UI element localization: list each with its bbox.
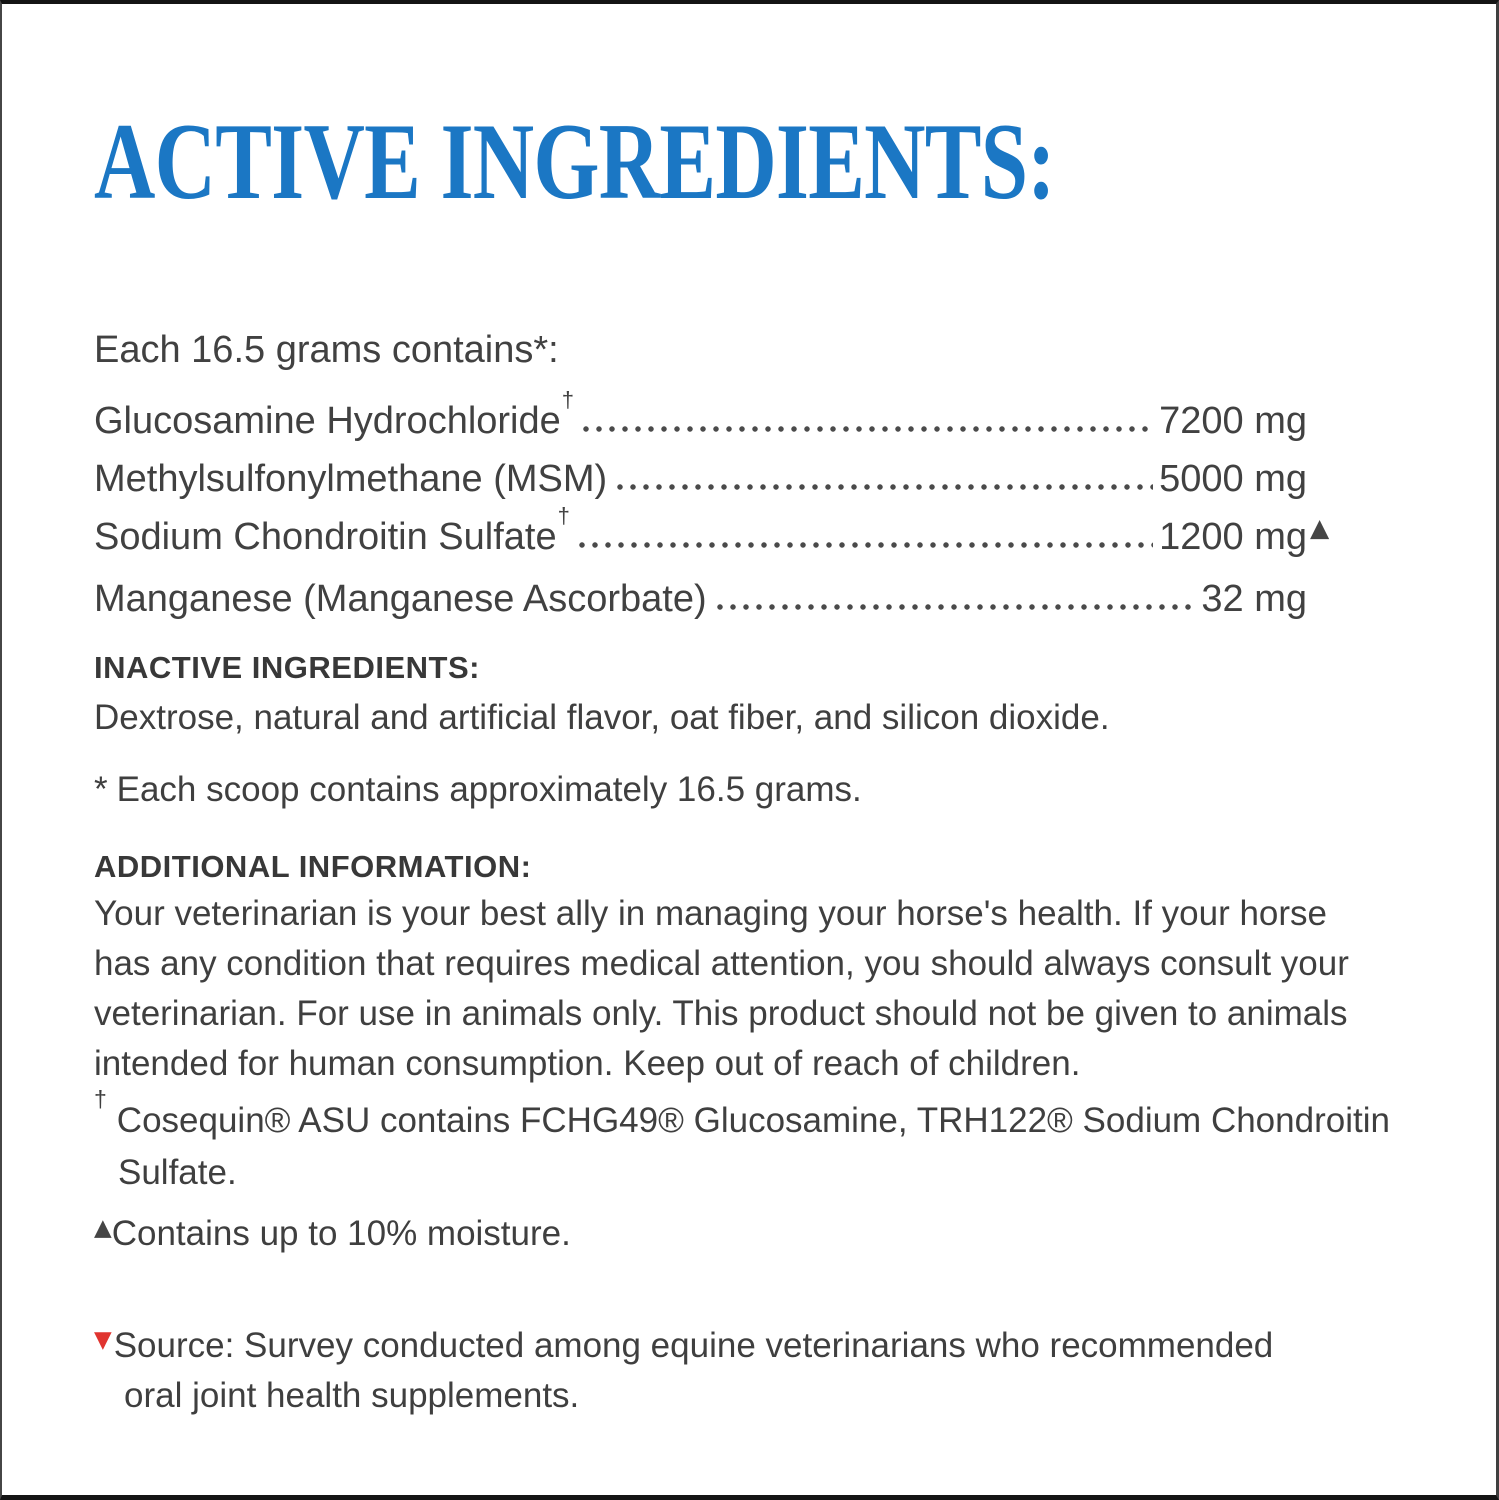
source-footnote (94, 1321, 1401, 1421)
source-footnote-line2: oral joint health supplements. (124, 1376, 580, 1415)
ingredient-name (94, 387, 575, 450)
dagger-footnote-text: Cosequin® ASU contains FCHG49® Glucosamine, TRH122® Sodium Chondroitin (116, 1101, 1390, 1140)
dagger-marker: † (557, 503, 570, 529)
active-ingredients-list (94, 387, 1330, 628)
page-title (94, 100, 1401, 224)
dotted-leader (582, 425, 1153, 433)
triangle-up-marker: ▲ (94, 1215, 112, 1241)
dagger-footnote (94, 1086, 1401, 1199)
ingredient-amount (1159, 392, 1307, 450)
ingredient-name (94, 503, 570, 566)
inactive-ingredients-heading: INACTIVE INGREDIENTS: (94, 650, 480, 685)
source-footnote-text: Source: Survey conducted among equine veterinarians who recommended (113, 1326, 1274, 1365)
dagger-marker (707, 565, 708, 590)
additional-info-line: veterinarian. For use in animals only. This product should not be given to animals (94, 994, 1348, 1033)
source-footnote-line1 (94, 1321, 1401, 1371)
dagger-marker (607, 445, 608, 470)
ingredient-amount: 1200 mg ▲ (1159, 513, 1330, 558)
ingredient-name (94, 570, 708, 628)
serving-size-line: Each 16.5 grams contains*: (94, 329, 559, 371)
ingredient-name-text: Methylsulfonylmethane (MSM) (94, 458, 608, 500)
additional-info-line: intended for human consumption. Keep out of reach of children. (94, 1044, 1081, 1083)
ingredient-amount (1201, 570, 1307, 628)
additional-info-line: has any condition that requires medical attention, you should always consult your (94, 944, 1349, 983)
ingredient-row-glucosamine (94, 387, 1307, 450)
dagger-marker: † (561, 387, 575, 413)
asterisk-marker: * (94, 770, 108, 809)
dagger-marker: † (94, 1086, 107, 1113)
additional-information-heading: ADDITIONAL INFORMATION: (94, 849, 532, 884)
dagger-footnote-line2: Sulfate. (118, 1153, 237, 1192)
triangle-down-red-marker: ▼ (94, 1327, 112, 1353)
ingredient-name-text: Sodium Chondroitin Sulfate (94, 516, 557, 558)
dotted-leader (716, 603, 1196, 611)
page-title-text: ACTIVE INGREDIENTS: (94, 101, 1055, 222)
ingredient-row-manganese (94, 570, 1307, 628)
ingredient-amount-text: 7200 mg (1159, 400, 1307, 442)
ingredient-amount (1159, 450, 1307, 508)
dagger-footnote-line1 (94, 1086, 1401, 1147)
scoop-footnote-text: Each scoop contains approximately 16.5 grams. (116, 770, 862, 809)
ingredient-name (94, 450, 608, 508)
additional-information-text (94, 889, 1401, 1089)
additional-info-line: Your veterinarian is your best ally in managing your horse's health. If your horse (94, 894, 1327, 933)
ingredient-name-text: Glucosamine Hydrochloride (94, 400, 561, 442)
dotted-leader (616, 483, 1153, 491)
inactive-ingredients-text: Dextrose, natural and artificial flavor, oat fiber, and silicon dioxide. (94, 698, 1110, 737)
ingredient-amount-text: 32 mg (1201, 578, 1307, 620)
moisture-footnote (94, 1211, 1401, 1257)
ingredient-row-chondroitin (94, 503, 1330, 570)
scoop-footnote (94, 767, 1401, 813)
ingredient-row-msm (94, 450, 1307, 508)
ingredient-amount-text: 1200 mg (1159, 516, 1307, 558)
ingredient-amount-text: 5000 mg (1159, 458, 1307, 500)
moisture-footnote-text: Contains up to 10% moisture. (111, 1214, 571, 1253)
dotted-leader (578, 541, 1153, 549)
supplement-facts-label (2, 100, 1496, 1421)
ingredient-name-text: Manganese (Manganese Ascorbate) (94, 578, 707, 620)
